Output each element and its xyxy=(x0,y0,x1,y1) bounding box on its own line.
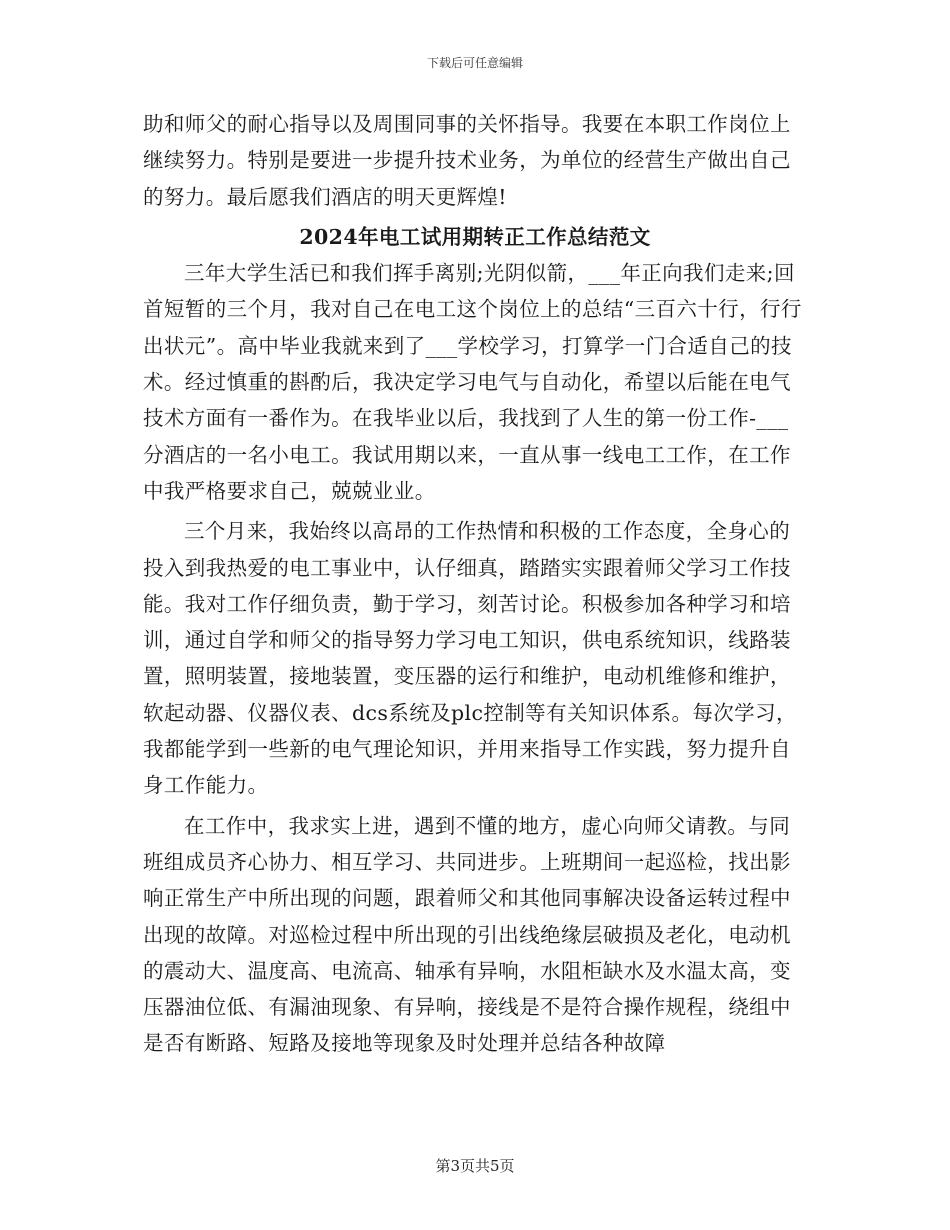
lead-paragraph: 助和师父的耐心指导以及周围同事的关怀指导。我要在本职工作岗位上继续努力。特别是要进一步提升技术业务，为单位的经营生产做出自己的努力。最后愿我们酒店的明天更辉煌! xyxy=(143,112,791,209)
body-paragraph-1: 三年大学生活已和我们挥手离别;光阴似箭，___年正向我们走来;回首短暂的三个月，我对自己在电工这个岗位上的总结“三百六十行，行行出状元”。高中毕业我就来到了___学校学习，打算学一门合适自己的技术。经过慎重的斟酌后，我决定学习电气与自动化，希望以后能在电气技术方面有一番作为。在我毕业以后，我找到了人生的第一份工作-___分酒店的一名小电工。我试用期以来，一直从事一线电工工作，在工作中我严格要求自己，兢兢业业。 xyxy=(143,261,802,503)
page-header-note: 下载后可任意编辑 xyxy=(426,56,523,70)
body-paragraph-2: 三个月来，我始终以高昂的工作热情和积极的工作态度，全身心的投入到我热爱的电工事业中，认仔细真，踏踏实实跟着师父学习工作技能。我对工作仔细负责，勤于学习，刻苦讨论。积极参加各种学习和培训，通过自学和师父的指导努力学习电工知识，供电系统知识，线路装置，照明装置，接地装置，变压器的运行和维护，电动机维修和维护，软起动器、仪器仪表、dcs系统及plc控制等有关知识体系。每次学习，我都能学到一些新的电气理论知识，并用来指导工作实践，努力提升自身工作能力。 xyxy=(143,519,797,798)
document-title: 2024年电工试用期转正工作总结范文 xyxy=(299,224,651,249)
page-number: 第3页共5页 xyxy=(435,1157,515,1175)
body-paragraph-3: 在工作中，我求实上进，遇到不懂的地方，虚心向师父请教。与同班组成员齐心协力、相互学习、共同进步。上班期间一起巡检，找出影响正常生产中所出现的问题，跟着师父和其他同事解决设备运转过程中出现的故障。对巡检过程中所出现的引出线绝缘层破损及老化，电动机的震动大、温度高、电流高、轴承有异响，水阻柜缺水及水温太高，变压器油位低、有漏油现象、有异响，接线是不是符合操作规程，绕组中是否有断路、短路及接地等现象及时处理并总结各种故障 xyxy=(143,813,791,1056)
document-body xyxy=(143,106,807,1066)
